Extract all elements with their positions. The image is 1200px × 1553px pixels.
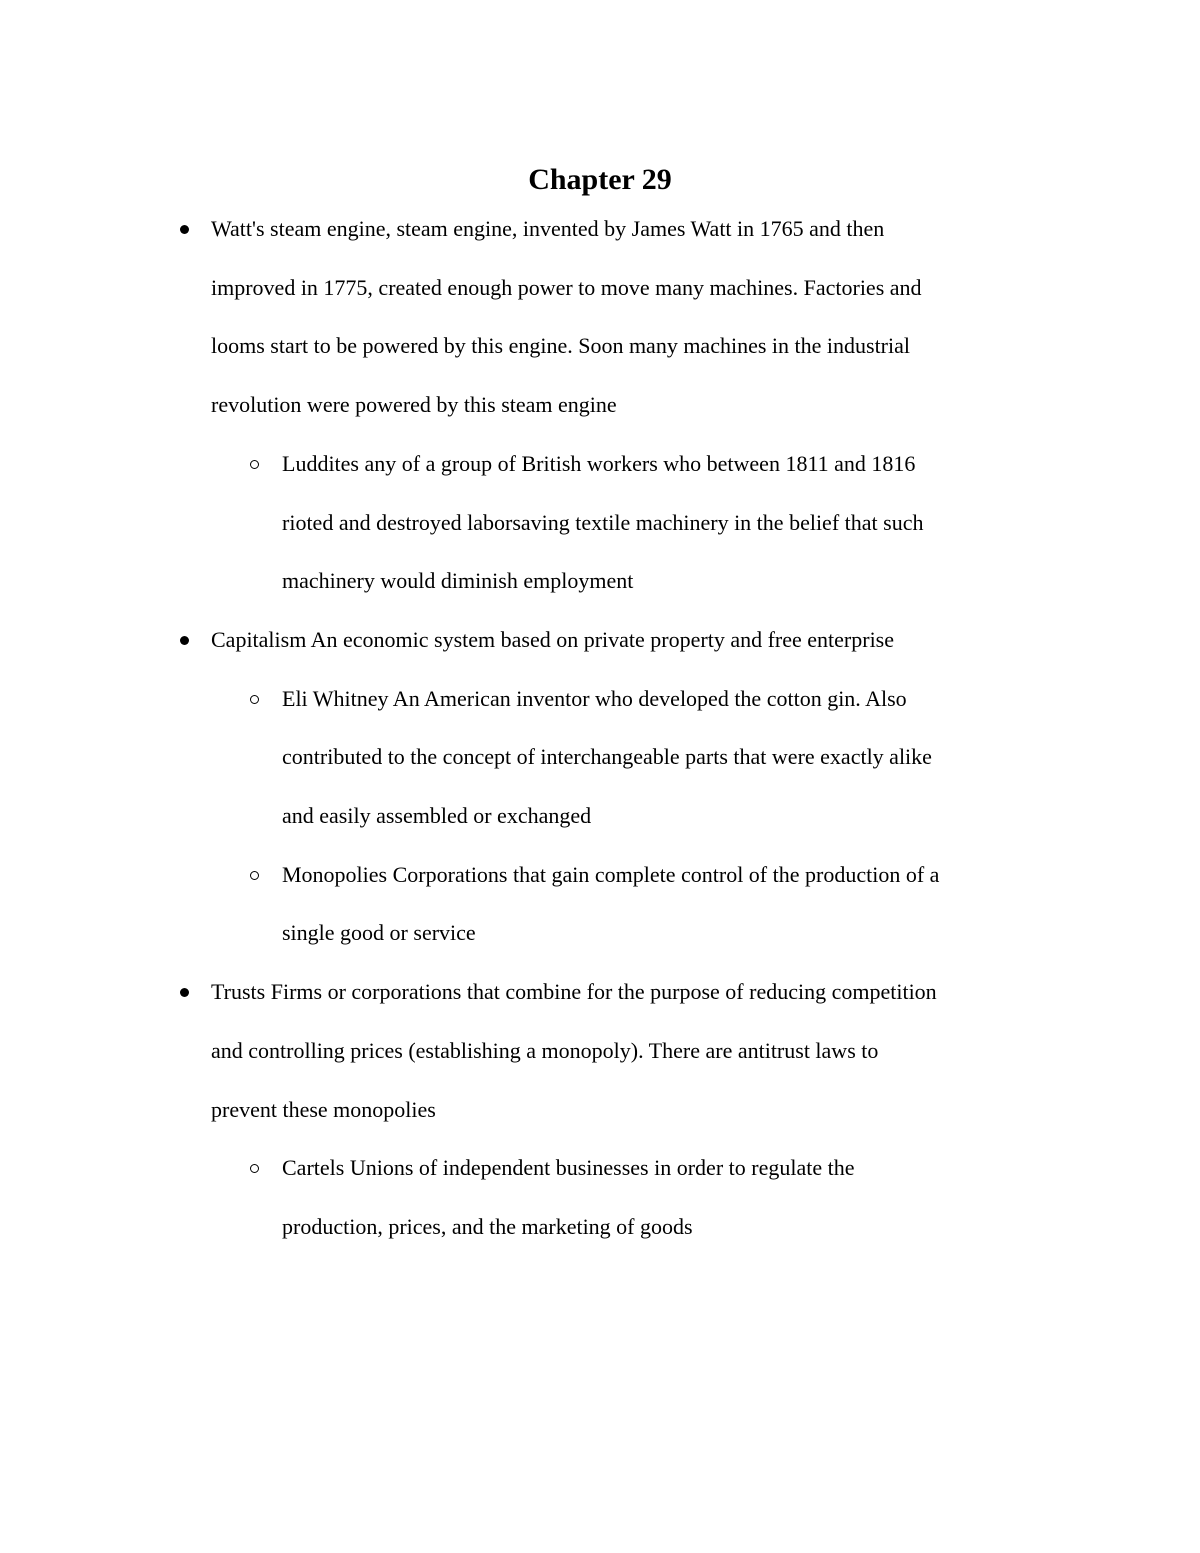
text-line: prevent these monopolies [211, 1096, 436, 1122]
filled-bullet-icon [180, 225, 189, 234]
sub-bullet-item [0, 1139, 1200, 1256]
bullet-item [0, 611, 1200, 670]
text-line: and easily assembled or exchanged [282, 803, 592, 829]
bullet-item [0, 200, 1200, 435]
text-line: Luddites any of a group of British workers who between 1811 and 1816 [282, 450, 916, 476]
text-line: and controlling prices (establishing a monopoly). There are antitrust laws to [211, 1037, 879, 1063]
hollow-circle-bullet-icon [250, 695, 259, 704]
filled-bullet-icon [180, 988, 189, 997]
text-line: single good or service [282, 920, 476, 946]
text-line: Capitalism An economic system based on private property and free enterprise [211, 626, 895, 652]
text-line: looms start to be powered by this engine. Soon many machines in the industrial [211, 333, 910, 359]
text-line: Cartels Unions of independent businesses in order to regulate the [282, 1155, 855, 1181]
notes-list [0, 200, 1200, 1257]
text-line: revolution were powered by this steam engine [211, 392, 617, 418]
text-line: improved in 1775, created enough power to move many machines. Factories and [211, 274, 922, 300]
bullet-item [0, 963, 1200, 1139]
text-line: contributed to the concept of interchangeable parts that were exactly alike [282, 744, 932, 770]
text-line: production, prices, and the marketing of goods [282, 1213, 693, 1239]
page-title: Chapter 29 [528, 163, 672, 197]
hollow-circle-bullet-icon [250, 871, 259, 880]
text-line: Trusts Firms or corporations that combine for the purpose of reducing competition [211, 979, 937, 1005]
sub-bullet-item [0, 670, 1200, 846]
text-line: Watt's steam engine, steam engine, invented by James Watt in 1765 and then [211, 216, 885, 241]
sub-bullet-item [0, 846, 1200, 963]
hollow-circle-bullet-icon [250, 460, 259, 469]
text-line: rioted and destroyed laborsaving textile machinery in the belief that such [282, 509, 924, 535]
text-line: Monopolies Corporations that gain complete control of the production of a [282, 861, 940, 887]
hollow-circle-bullet-icon [250, 1164, 259, 1173]
filled-bullet-icon [180, 636, 189, 645]
text-line: Eli Whitney An American inventor who developed the cotton gin. Also [282, 685, 907, 711]
sub-bullet-item [0, 435, 1200, 611]
text-line: machinery would diminish employment [282, 568, 634, 594]
